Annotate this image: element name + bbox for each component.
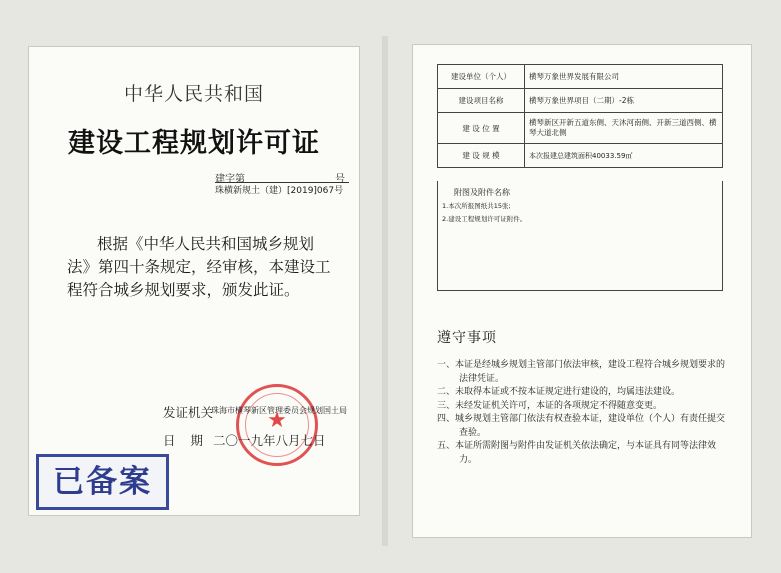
construction-unit-label: 建设单位（个人） <box>438 65 525 89</box>
issuer-value: 珠海市横琴新区管理委员会规划国土局 <box>211 406 347 415</box>
notice-item: 三、未经发证机关许可，本证的各项规定不得随意变更。 <box>437 400 663 411</box>
attachment-item: 2.建设工程规划许可证附件。 <box>442 215 527 223</box>
table-row <box>438 65 723 89</box>
license-number-label: 建字第 <box>215 174 245 185</box>
construction-unit-value: 横琴万象世界发展有限公司 <box>525 65 723 89</box>
official-red-seal <box>236 384 318 466</box>
location-label: 建 设 位 置 <box>438 113 525 144</box>
attachment-item: 1.本次所报图纸共15张; <box>442 202 511 210</box>
seal-star-icon: ★ <box>267 408 287 433</box>
center-fold <box>382 36 388 546</box>
project-info-table <box>437 64 723 168</box>
license-number-suffix: 号 <box>335 174 345 185</box>
table-row <box>438 89 723 113</box>
filed-stamp: 已备案 <box>36 454 169 510</box>
issue-date-label: 日期 <box>163 433 219 448</box>
certificate-title: 建设工程规划许可证 <box>68 128 320 159</box>
attachments-title: 附图及附件名称 <box>454 188 510 197</box>
license-number-value: 珠横新规土（建）[2019]067号 <box>215 186 344 196</box>
notice-item: 五、本证所需附图与附件由发证机关依法确定，与本证具有同等法律效力。 <box>437 441 717 465</box>
issue-date-value: 二〇一九年八月七日 <box>213 433 326 448</box>
notice-item: 一、本证是经城乡规划主管部门依法审核，建设工程符合城乡规划要求的法律凭证。 <box>437 360 726 384</box>
attachments-box <box>437 181 723 291</box>
notice-title: 遵守事项 <box>437 330 497 346</box>
scale-value: 本次报建总建筑面积40033.59㎡ <box>525 144 723 168</box>
project-name-value: 横琴万象世界项目（二期）-2栋 <box>525 89 723 113</box>
country-heading: 中华人民共和国 <box>123 83 264 105</box>
project-name-label: 建设项目名称 <box>438 89 525 113</box>
certificate-body-text: 根据《中华人民共和国城乡规划法》第四十条规定，经审核，本建设工程符合城乡规划要求，颁发此证。 <box>67 235 331 299</box>
table-row <box>438 144 723 168</box>
table-row <box>438 113 723 144</box>
certificate-left-page <box>28 46 360 516</box>
scale-label: 建 设 规 模 <box>438 144 525 168</box>
issuer-label: 发证机关 <box>163 405 214 420</box>
location-value: 横琴新区开新五道东侧、天沐河南侧、开新三道西侧、横琴大道北侧 <box>525 113 723 144</box>
certificate-right-page <box>412 44 752 538</box>
notice-list <box>437 359 729 467</box>
notice-item: 四、城乡规划主管部门依法有权查验本证，建设单位（个人）有责任提交查验。 <box>437 414 726 438</box>
notice-item: 二、未取得本证或不按本证规定进行建设的，均属违法建设。 <box>437 387 681 397</box>
